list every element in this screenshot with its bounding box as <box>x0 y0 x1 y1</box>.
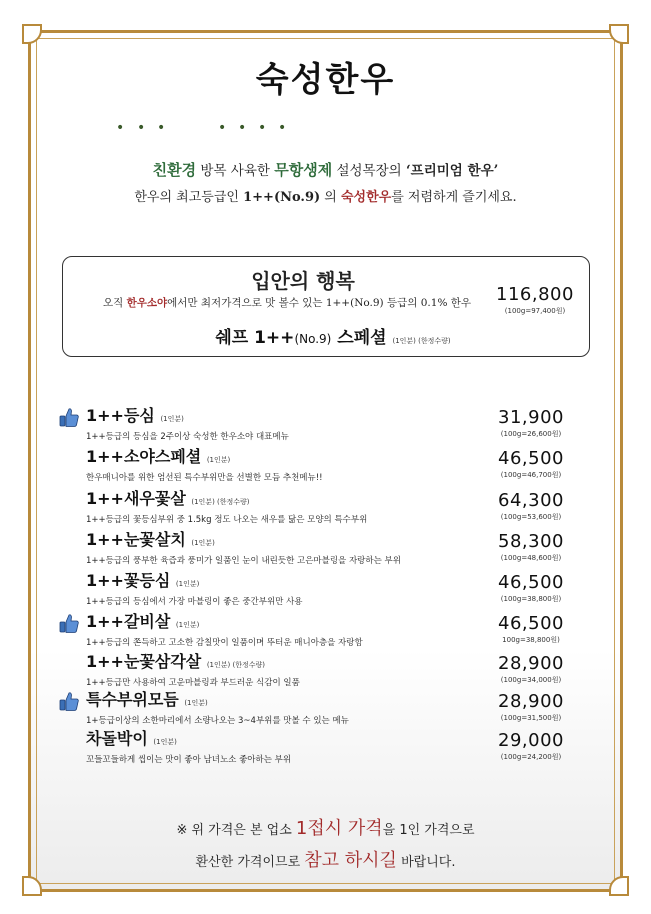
menu-item-unit-price: (100g=46,700원) <box>500 471 562 479</box>
menu-item-unit-price: (100g=38,800원) <box>500 595 562 603</box>
menu-item-desc: 1++등급의 등심에서 가장 마블링이 좋은 중간부위만 사용 <box>86 597 303 607</box>
special-name-main: 쉐프 1++ <box>215 328 295 348</box>
menu-item-price-block <box>486 573 576 604</box>
menu-item-price: 46,500 <box>498 448 564 469</box>
intro-highlight: 숙성한우 <box>340 190 392 205</box>
decor-dot: • <box>238 120 247 136</box>
page-title: 숙성한우 <box>255 60 396 100</box>
menu-item-title: 특수부위모듬 <box>86 690 179 709</box>
decor-dot: • <box>278 120 287 136</box>
menu-item-note: (1인분) (한정수량) <box>206 661 265 669</box>
menu-item-title: 1++꽃등심 <box>86 571 171 590</box>
menu-item-title: 1++새우꽃살 <box>86 489 186 508</box>
menu-item-price-block <box>486 692 576 723</box>
special-name-end: 스페셜 <box>331 328 387 348</box>
menu-item-title: 1++갈비살 <box>86 612 171 631</box>
footer-text: 을 1인 가격으로 <box>382 823 475 838</box>
menu-item-note: (1인분) <box>175 621 200 629</box>
intro-highlight: 무항생제 <box>274 161 333 179</box>
intro-text: 설성목장의 <box>332 163 406 179</box>
menu-item-desc: 꼬들꼬들하게 씹이는 맛이 좋아 남녀노소 좋아하는 부위 <box>86 755 292 765</box>
special-desc-text: 오직 <box>102 297 127 309</box>
menu-item-unit-price: (100g=26,600원) <box>500 430 562 438</box>
menu-item-desc: 1++등급의 꽃등심부위 중 1.5kg 정도 나오는 새우를 닮은 모양의 특수부위 <box>86 515 368 525</box>
menu-item-desc: 1++등급만 사용하여 고운마블링과 부드러운 식감이 일품 <box>86 678 300 688</box>
decor-dot: • <box>116 120 125 136</box>
menu-item-desc: 1++등급의 쫀득하고 고소한 감칠맛이 일품이며 뚜터운 매니아층을 자랑함 <box>86 638 363 648</box>
menu-item-price: 29,000 <box>498 730 564 751</box>
footer-text: 환산한 가격이므로 <box>195 855 305 870</box>
menu-item-unit-price: (100g=24,200원) <box>500 753 562 761</box>
thumbs-up-icon <box>58 612 80 634</box>
special-note: (1인분) (한정수량) <box>392 337 451 345</box>
menu-item-price: 46,500 <box>498 572 564 593</box>
intro-line-2 <box>0 186 651 205</box>
menu-item-price-block <box>486 654 576 685</box>
menu-item-price: 58,300 <box>498 531 564 552</box>
menu-item-desc: 한우매니아를 위한 엄선된 특수부위만을 선별한 모듬 추천메뉴!! <box>86 473 323 483</box>
intro-grade: 1++(No.9) <box>243 190 321 205</box>
menu-item-desc: 1++등급의 풍부한 육즙과 풍미가 일품인 눈이 내린듯한 고은마블링을 자랑하는 부위 <box>86 556 401 566</box>
menu-item-unit-price: (100g=53,600원) <box>500 513 562 521</box>
thumbs-up-icon <box>58 690 80 712</box>
thumbs-up-icon <box>58 406 80 428</box>
menu-item-title: 차돌박이 <box>86 729 148 748</box>
decor-dot: • <box>137 120 146 136</box>
menu-item-unit-price: (100g=31,500원) <box>500 714 562 722</box>
menu-item-note: (1인분) <box>184 699 208 707</box>
menu-item-note: (1인분) <box>153 738 177 746</box>
menu-item-price: 28,900 <box>498 653 564 674</box>
footer-text: 바랍니다. <box>396 855 456 870</box>
menu-item-title: 1++소야스페셜 <box>86 447 202 466</box>
menu-item-price: 64,300 <box>498 490 564 511</box>
intro-text: 의 <box>320 190 341 205</box>
menu-item-price-block <box>486 532 576 563</box>
menu-item-note: (1인분) <box>175 580 200 588</box>
menu-item-price: 31,900 <box>498 407 564 428</box>
intro-text: 방목 사육한 <box>196 163 275 179</box>
menu-item-title: 1++눈꽃살치 <box>86 530 186 549</box>
menu-item-note: (1인분) <box>160 415 184 423</box>
decor-dot: • <box>157 120 166 136</box>
footer-text: ※ 위 가격은 본 업소 <box>176 823 296 838</box>
special-desc-text: 에서만 최저가격으로 맛 볼수 있는 1++(No.9) 등급의 0.1% 한우 <box>167 297 472 309</box>
decor-dot: • <box>258 120 267 136</box>
menu-item-desc: 1++등급의 등심을 2주이상 숙성한 한우소야 대표메뉴 <box>86 432 289 442</box>
menu-item-price-block <box>486 449 576 480</box>
special-unit-price: (100g=97,400원) <box>504 307 566 315</box>
special-name <box>173 323 493 348</box>
menu-item-price: 46,500 <box>498 613 564 634</box>
special-title: 입안의 행복 <box>251 269 355 293</box>
special-name-grade: (No.9) <box>294 332 332 346</box>
menu-item-unit-price: (100g=48,600원) <box>500 554 562 562</box>
intro-text: 를 저렴하게 즐기세요. <box>391 190 517 205</box>
special-box <box>62 256 590 357</box>
menu-item-price-block <box>486 731 576 762</box>
intro-highlight: 친환경 <box>152 161 197 179</box>
intro-text: 한우의 최고등급인 <box>134 190 244 205</box>
menu-item-note: (1인분) <box>206 456 231 464</box>
menu-item-title: 1++눈꽃삼각살 <box>86 652 202 671</box>
decor-dot: • <box>218 120 227 136</box>
menu-item-note: (1인분) (한정수량) <box>191 498 250 506</box>
intro-premium: ‘프리미엄 한우’ <box>405 163 499 179</box>
menu-item-price: 28,900 <box>498 691 564 712</box>
footer-emphasis: 1접시 가격 <box>295 818 383 839</box>
intro-line-1 <box>0 159 651 180</box>
menu-item-unit-price: (100g=34,000원) <box>500 676 562 684</box>
menu-item-price-block <box>486 491 576 522</box>
menu-item-desc: 1+등급이상의 소한마리에서 소량나오는 3~4부위를 맛볼 수 있는 메뉴 <box>86 716 349 726</box>
menu-item-unit-price: 100g=38,800원) <box>502 636 560 644</box>
special-price-block <box>495 285 575 316</box>
footer-note-1 <box>0 814 651 840</box>
menu-item-price-block <box>486 408 576 439</box>
special-desc-brand: 한우소야 <box>126 297 168 309</box>
special-desc <box>77 295 497 310</box>
footer-note-2 <box>0 846 651 872</box>
footer-emphasis: 참고 하시길 <box>304 850 397 871</box>
menu-item-note: (1인분) <box>191 539 215 547</box>
menu-item-price-block <box>486 614 576 645</box>
menu-item-title: 1++등심 <box>86 406 155 425</box>
special-price: 116,800 <box>496 284 574 305</box>
